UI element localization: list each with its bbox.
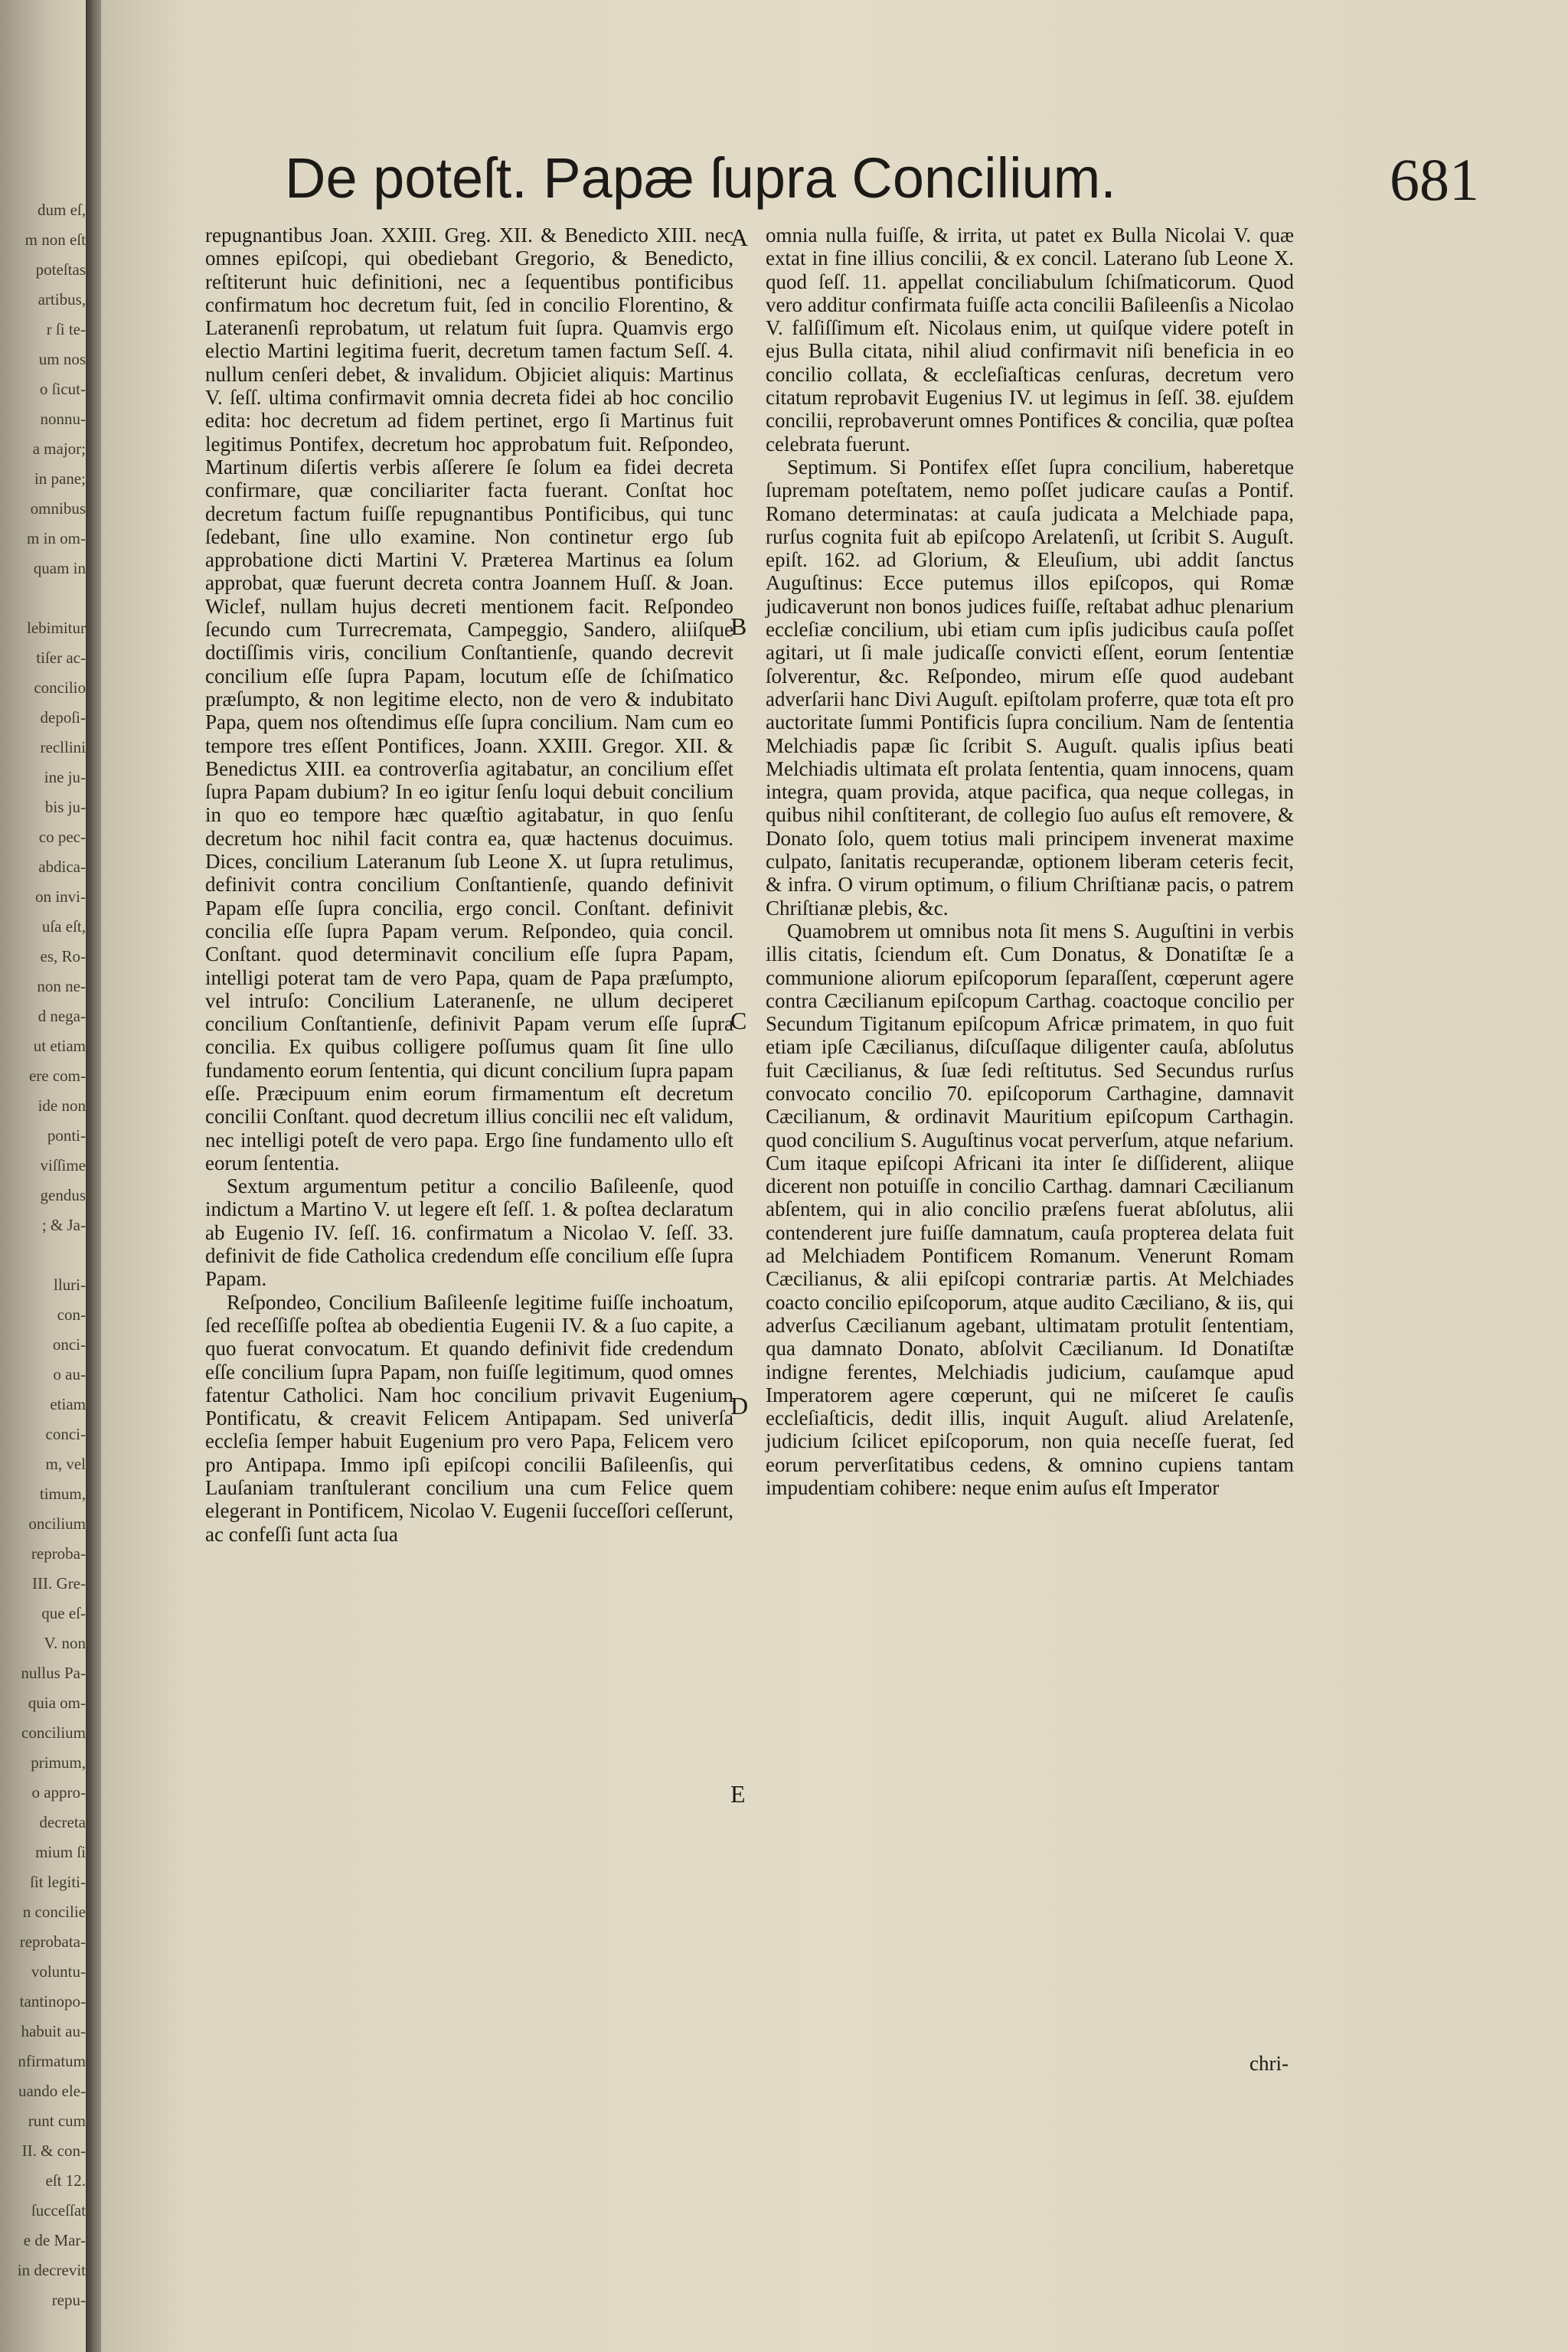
catchword: chri- bbox=[1250, 2052, 1289, 2075]
left-page-fragment: tiſer ac- bbox=[36, 648, 86, 667]
left-page-fragment: decreta bbox=[39, 1813, 86, 1831]
left-page-fragment: oncilium bbox=[28, 1514, 86, 1533]
left-page-fragment: mium ſi bbox=[35, 1843, 86, 1861]
left-page-fragment: eſt 12. bbox=[45, 2171, 86, 2190]
left-page-fragment: r ſi te- bbox=[46, 320, 86, 338]
left-page-fragment: um nos bbox=[38, 350, 86, 368]
left-page-fragment: ine ju- bbox=[44, 768, 86, 786]
left-page-fragment: d nega- bbox=[38, 1007, 86, 1025]
left-page-fragment: recllini bbox=[40, 738, 86, 756]
left-page-fragment: artibus, bbox=[38, 290, 86, 309]
left-page-fragment: timum, bbox=[39, 1485, 86, 1503]
page-title: De poteſt. Papæ ſupra Concilium. bbox=[285, 146, 1116, 210]
left-page-edge bbox=[0, 0, 90, 2352]
left-page-fragment: que eſ- bbox=[41, 1604, 86, 1622]
left-page-fragment: viſſime bbox=[40, 1156, 86, 1174]
right-column bbox=[766, 224, 1294, 1499]
left-page-fragment: lluri- bbox=[54, 1276, 86, 1294]
left-page-fragment: ſucceſſat bbox=[31, 2201, 86, 2220]
left-page-fragment: con- bbox=[57, 1305, 86, 1324]
left-page-fragment: voluntu- bbox=[31, 1962, 86, 1981]
left-page-fragment: primum, bbox=[31, 1753, 86, 1772]
margin-letter-b: B bbox=[730, 612, 747, 640]
left-page-fragment: ut etiam bbox=[33, 1037, 86, 1055]
left-page-fragment: poteſtas bbox=[35, 260, 86, 279]
margin-letter-c: C bbox=[730, 1007, 747, 1034]
left-paragraph: Reſpondeo, Concilium Baſileenſe legitime fuiſſe inchoatum, ſed receſſiſſe poſtea ab obedientia Eugenii IV. & a ſuo capite, a quo fuerat convocatum. Et quando definivit fide credendum eſſe concilium ſupra Papam, non fuiſſe legitimum, quod omnes fatentur Catholici. Nam hoc concilium privavit Eugenium Pontificatu, & creavit Felicem Antipapam. Sed univerſa eccleſia ſemper habuit Eugenium pro vero Papa, Felicem vero pro Antipapa. Immo ipſi epiſcopi concilii Baſileenſis, qui Lauſaniam tranſtulerant concilium una cum Felice quem elegerant in Pontificem, Nicolao V. Eugenii ſucceſſori ceſſerunt, ac confeſſi ſunt acta ſua bbox=[205, 1290, 733, 1546]
left-page-fragment: nullus Pa- bbox=[21, 1664, 86, 1682]
right-paragraph: Quamobrem ut omnibus nota ſit mens S. Auguſtini in verbis illis citatis, ſciendum eſt. Cum Donatus, & Donatiſtæ ſe a communione aliorum epiſcoporum ſeparaſſent, cœperunt agere contra Cæcilianum epiſcopum Carthag. coactoque concilio per Secundum Tigitanum epiſcopum Africæ primatem, in quo fuit etiam ipſe Cæcilianus, diſcuſſaque diligenter cauſa, abſolutus fuit Cæcilianus, & ſuæ ſedi reſtitutus. Sed Secundus rurſus convocato concilio 70. epiſcoporum Carthagine, damnavit Cæcilianum, & ordinavit Mauritium epiſcopum Carthagin. quod concilium S. Auguſtinus vocat perverſum, atque nefarium. Cum itaque epiſcopi Africani ita inter ſe diſſiderent, aliique dicerent non potuiſſe in concilio Carthag. damnari Cæcilianum abſentem, qui in alio concilio præſens fuerat abſolutus, alii contenderent jure fuiſſe damnatum, cauſa propterea delata fuit ad Melchiadem Pontificem Romanum. Venerunt Romam Cæcilianus, & alii epiſcopi contrariæ partis. At Melchiades coacto concilio epiſcoporum, atque audito Cæciliano, & iis, qui adverſus Cæcilianum agebant, ultimatam protulit ſententiam, qua damnato Donato, abſolvit Cæcilianum. Id Donatiſtæ indigne ferentes, Melchiadis judicium, cauſamque apud Imperatorem agere cœperunt, qui ne miſceret ſe cauſis eccleſiaſticis, dedit illis, inquit Auguſt. aliud Arelatenſe, judicium ſcilicet epiſcoporum, non quia neceſſe fuerat, ſed eorum perverſitatibus cedens, & omnino cupiens tantam impudentiam cohibere: neque enim auſus eſt Imperator bbox=[766, 919, 1294, 1500]
margin-letter-e: E bbox=[730, 1780, 746, 1808]
right-paragraph: Septimum. Si Pontifex eſſet ſupra concilium, haberetque ſupremam poteſtatem, nemo poſſet judicare cauſas a Pontif. Romano determinatas: at cauſa judicata a Melchiade papa, rurſus cognita fuit ab epiſcopo Arelatenſi, ut ſcribit S. Auguſt. epiſt. 162. ad Glorium, & Eleuſium, ubi addit ſanctus Auguſtinus: Ecce putemus illos epiſcopos, qui Romæ judicaverunt non bonos judices fuiſſe, reſtabat adhuc plenarium eccleſiæ concilium, ubi etiam cum ipſis judicibus cauſa poſſet agitari, ut ſi male judicaſſe convicti eſſent, eorum ſententiæ ſolverentur, &c. Reſpondeo, mirum eſſe quod audebant adverſarii hanc Divi Auguſt. epiſtolam proferre, quæ tota eſt pro auctoritate ſummi Pontificis ſupra concilium. Nam de ſententia Melchiadis papæ ſic ſcribit S. Auguſt. qualis ipſius beati Melchiadis ultimata eſt prolata ſententia, quam innocens, quam integra, quam provida, atque pacifica, qua neque collegas, in quibus nihil conſtiterant, de collegio ſuo auſus eſt removere, & Donato ſolo, quem totius mali principem invenerat maxime culpato, ſanitatis recuperandæ, optionem liberam ceteris fecit, & infra. O virum optimum, o filium Chriſtianæ pacis, o patrem Chriſtianæ plebis, &c. bbox=[766, 455, 1294, 920]
page bbox=[101, 0, 1568, 2352]
left-page-fragment: habuit au- bbox=[21, 2022, 86, 2040]
left-page-fragment: co pec- bbox=[38, 828, 86, 846]
left-page-fragment: ide non bbox=[38, 1096, 86, 1115]
left-page-fragment: nonnu- bbox=[40, 410, 86, 428]
left-page-fragment: II. & con- bbox=[21, 2141, 86, 2160]
left-page-fragment: V. non bbox=[44, 1634, 86, 1652]
left-page-fragment: m non eſt bbox=[24, 230, 86, 249]
left-page-fragment: concilium bbox=[21, 1723, 86, 1742]
left-page-fragment: o ſicut- bbox=[39, 380, 86, 398]
running-head bbox=[285, 145, 1479, 214]
left-page-fragment: bis ju- bbox=[44, 798, 86, 816]
left-page-fragment: concilio bbox=[34, 678, 86, 697]
left-page-fragment: runt cum bbox=[28, 2112, 86, 2130]
left-page-fragment: e de Mar- bbox=[23, 2231, 86, 2249]
left-page-fragment: tantinopo- bbox=[19, 1992, 86, 2011]
left-page-fragment: depoſi- bbox=[40, 708, 86, 727]
left-page-fragment: reprobata- bbox=[19, 1932, 86, 1951]
left-page-fragment: ponti- bbox=[47, 1126, 86, 1145]
right-paragraph: omnia nulla fuiſſe, & irrita, ut patet ex Bulla Nicolai V. quæ extat in fine illius concilii, & ex concil. Laterano ſub Leone X. quod ſeſſ. 11. appellat conciliabulum ſchiſmaticorum. Quod vero additur confirmata fuiſſe acta concilii Baſileenſis a Nicolao V. falſiſſimum eſt. Nicolaus enim, ut quiſque videre poteſt in ejus Bulla citata, nihil aliud confirmavit niſi beneficia in eo concilio collata, & eccleſiaſticas cenſuras, decretum vero citatum reprobavit Eugenius IV. ut legimus in ſeſſ. 38. ejuſdem concilii, reprobaverunt omnes Pontifices & concilia, quæ poſtea celebrata fuerunt. bbox=[766, 224, 1294, 456]
margin-letter-d: D bbox=[730, 1392, 749, 1419]
left-page-fragment: n concilie bbox=[22, 1903, 86, 1921]
left-page-fragment: etiam bbox=[50, 1395, 86, 1413]
left-page-fragment: lebimitur bbox=[27, 619, 86, 637]
left-paragraph: repugnantibus Joan. XXIII. Greg. XII. & Benedicto XIII. nec omnes epiſcopi, qui obediebant Gregorio, & Benedicto, reſtiterunt huic definitioni, nec a ſequentibus pontificibus confirmatum hoc decretum fuit, ſed in concilio Florentino, & Lateranenſi reprobatum, ut relatum fuit ſupra. Quamvis ergo electio Martini legitima fuerit, decretum tamen factum Seſſ. 4. nullum cenſeri debet, & invalidum. Objiciet aliquis: Martinus V. ſeſſ. ultima confirmavit omnia decreta fidei ab hoc concilio edita: hoc decretum ad fidem pertinet, ergo ſi Martinus fuit legitimus Pontifex, decretum hoc approbatum fuit. Reſpondeo, Martinum diſertis verbis aſſerere ſe ſolum ea fidei decreta confirmare, quæ conciliariter facta fuerant. Conſtat hoc decretum factum fuiſſe repugnantibus Pontificibus, qui tunc ſedebant, ſine ullo examine. Non continetur ergo ſub approbatione dicti Martini V. Præterea Martinus ea ſolum approbat, quæ fuerunt decreta contra Joannem Huſſ. & Joan. Wiclef, nullam hujus decreti mentionem facit. Reſpondeo ſecundo cum Turrecremata, Campeggio, Sandero, aliiſque doctiſſimis viris, concilium Conſtantienſe, quando decrevit concilium eſſe ſupra Papam, locutum eſſe de ſchiſmatico præſumpto, & non legitime electo, non de vero & indubitato Papa, quem nos oſtendimus eſſe ſupra concilium. Nam cum eo tempore tres eſſent Pontifices, Joann. XXIII. Gregor. XII. & Benedictus XIII. ea controverſia agitabatur, an concilium eſſet ſupra Papam dubium? In eo igitur ſenſu loqui debuit concilium in quo eo tempore hæc quæſtio agitabatur, in quo ſenſu decretum hoc nihil facit contra ea, quæ hactenus docuimus. Dices, concilium Lateranum ſub Leone X. ut ſupra retulimus, definivit contra concilium Conſtantienſe, quando definivit Papam eſſe ſupra concilia, ergo concil. Conſtant. definivit concilia eſſe ſupra Papam verum. Reſpondeo, quia concil. Conſtant. quod determinavit concilium eſſe ſupra Papam, intelligi poterat tam de vero Papa, quam de Papa præſumpto, vel intruſo: Concilium Lateranenſe, ne ullum deciperet concilium Conſtantienſe, definivit Papam verum eſſe ſupra concilia. Ex quibus colligere poſſumus quam ſit ſine ullo fundamento eorum ſententia, qui dicunt concilium ſupra papam eſſe. Præcipuum enim eorum firmamentum eſt decretum concilii Conſtant. quod decretum illius concilii nec eſt validum, nec intelligi poteſt de vero papa. Ergo ſine fundamento ullo eſt eorum ſententia. bbox=[205, 224, 733, 1174]
left-page-fragment: on invi- bbox=[35, 887, 86, 906]
left-page-fragment: ere com- bbox=[28, 1067, 86, 1085]
left-page-fragment: in pane; bbox=[34, 469, 86, 488]
left-page-fragment: a major; bbox=[32, 439, 86, 458]
left-page-fragment: abdica- bbox=[38, 858, 86, 876]
left-page-fragment: uando ele- bbox=[18, 2082, 86, 2100]
left-page-fragment: o au- bbox=[53, 1365, 86, 1383]
left-page-fragment: o appro- bbox=[31, 1783, 86, 1802]
left-column bbox=[205, 224, 733, 1546]
left-page-fragment: ſit legiti- bbox=[30, 1873, 86, 1891]
left-page-fragment: m in om- bbox=[27, 529, 86, 547]
left-page-fragment: in decrevit bbox=[17, 2261, 86, 2279]
left-page-fragment: dum eſ, bbox=[38, 201, 86, 219]
left-page-fragment: omnibus bbox=[30, 499, 86, 518]
left-page-fragment: reproba- bbox=[31, 1544, 86, 1563]
left-page-fragment: uſa eſt, bbox=[41, 917, 86, 936]
page-number: 681 bbox=[1390, 146, 1479, 213]
left-page-fragment: conci- bbox=[45, 1425, 86, 1443]
left-page-fragment: repu- bbox=[51, 2291, 86, 2309]
left-page-fragment: gendus bbox=[40, 1186, 86, 1204]
left-page-fragment: m, vel bbox=[45, 1455, 86, 1473]
left-page-fragment: quam in bbox=[33, 559, 86, 577]
left-paragraph: Sextum argumentum petitur a concilio Baſileenſe, quod indictum a Martino V. ut legere eſt ſeſſ. 1. & poſtea declaratum ab Eugenio IV. ſeſſ. 16. confirmatum a Nicolao V. ſeſſ. 33. definivit de fide Catholica credendum eſſe concilium eſſe ſupra Papam. bbox=[205, 1174, 733, 1291]
left-page-fragment: es, Ro- bbox=[40, 947, 86, 965]
left-page-fragment: quia om- bbox=[28, 1694, 86, 1712]
left-page-fragment: non ne- bbox=[37, 977, 86, 995]
left-page-fragment: nfirmatum bbox=[18, 2052, 86, 2070]
margin-letter-a: A bbox=[730, 224, 749, 251]
left-page-fragment: III. Gre- bbox=[32, 1574, 86, 1592]
left-page-fragment: ; & Ja- bbox=[41, 1216, 86, 1234]
left-page-fragment: onci- bbox=[52, 1335, 86, 1354]
